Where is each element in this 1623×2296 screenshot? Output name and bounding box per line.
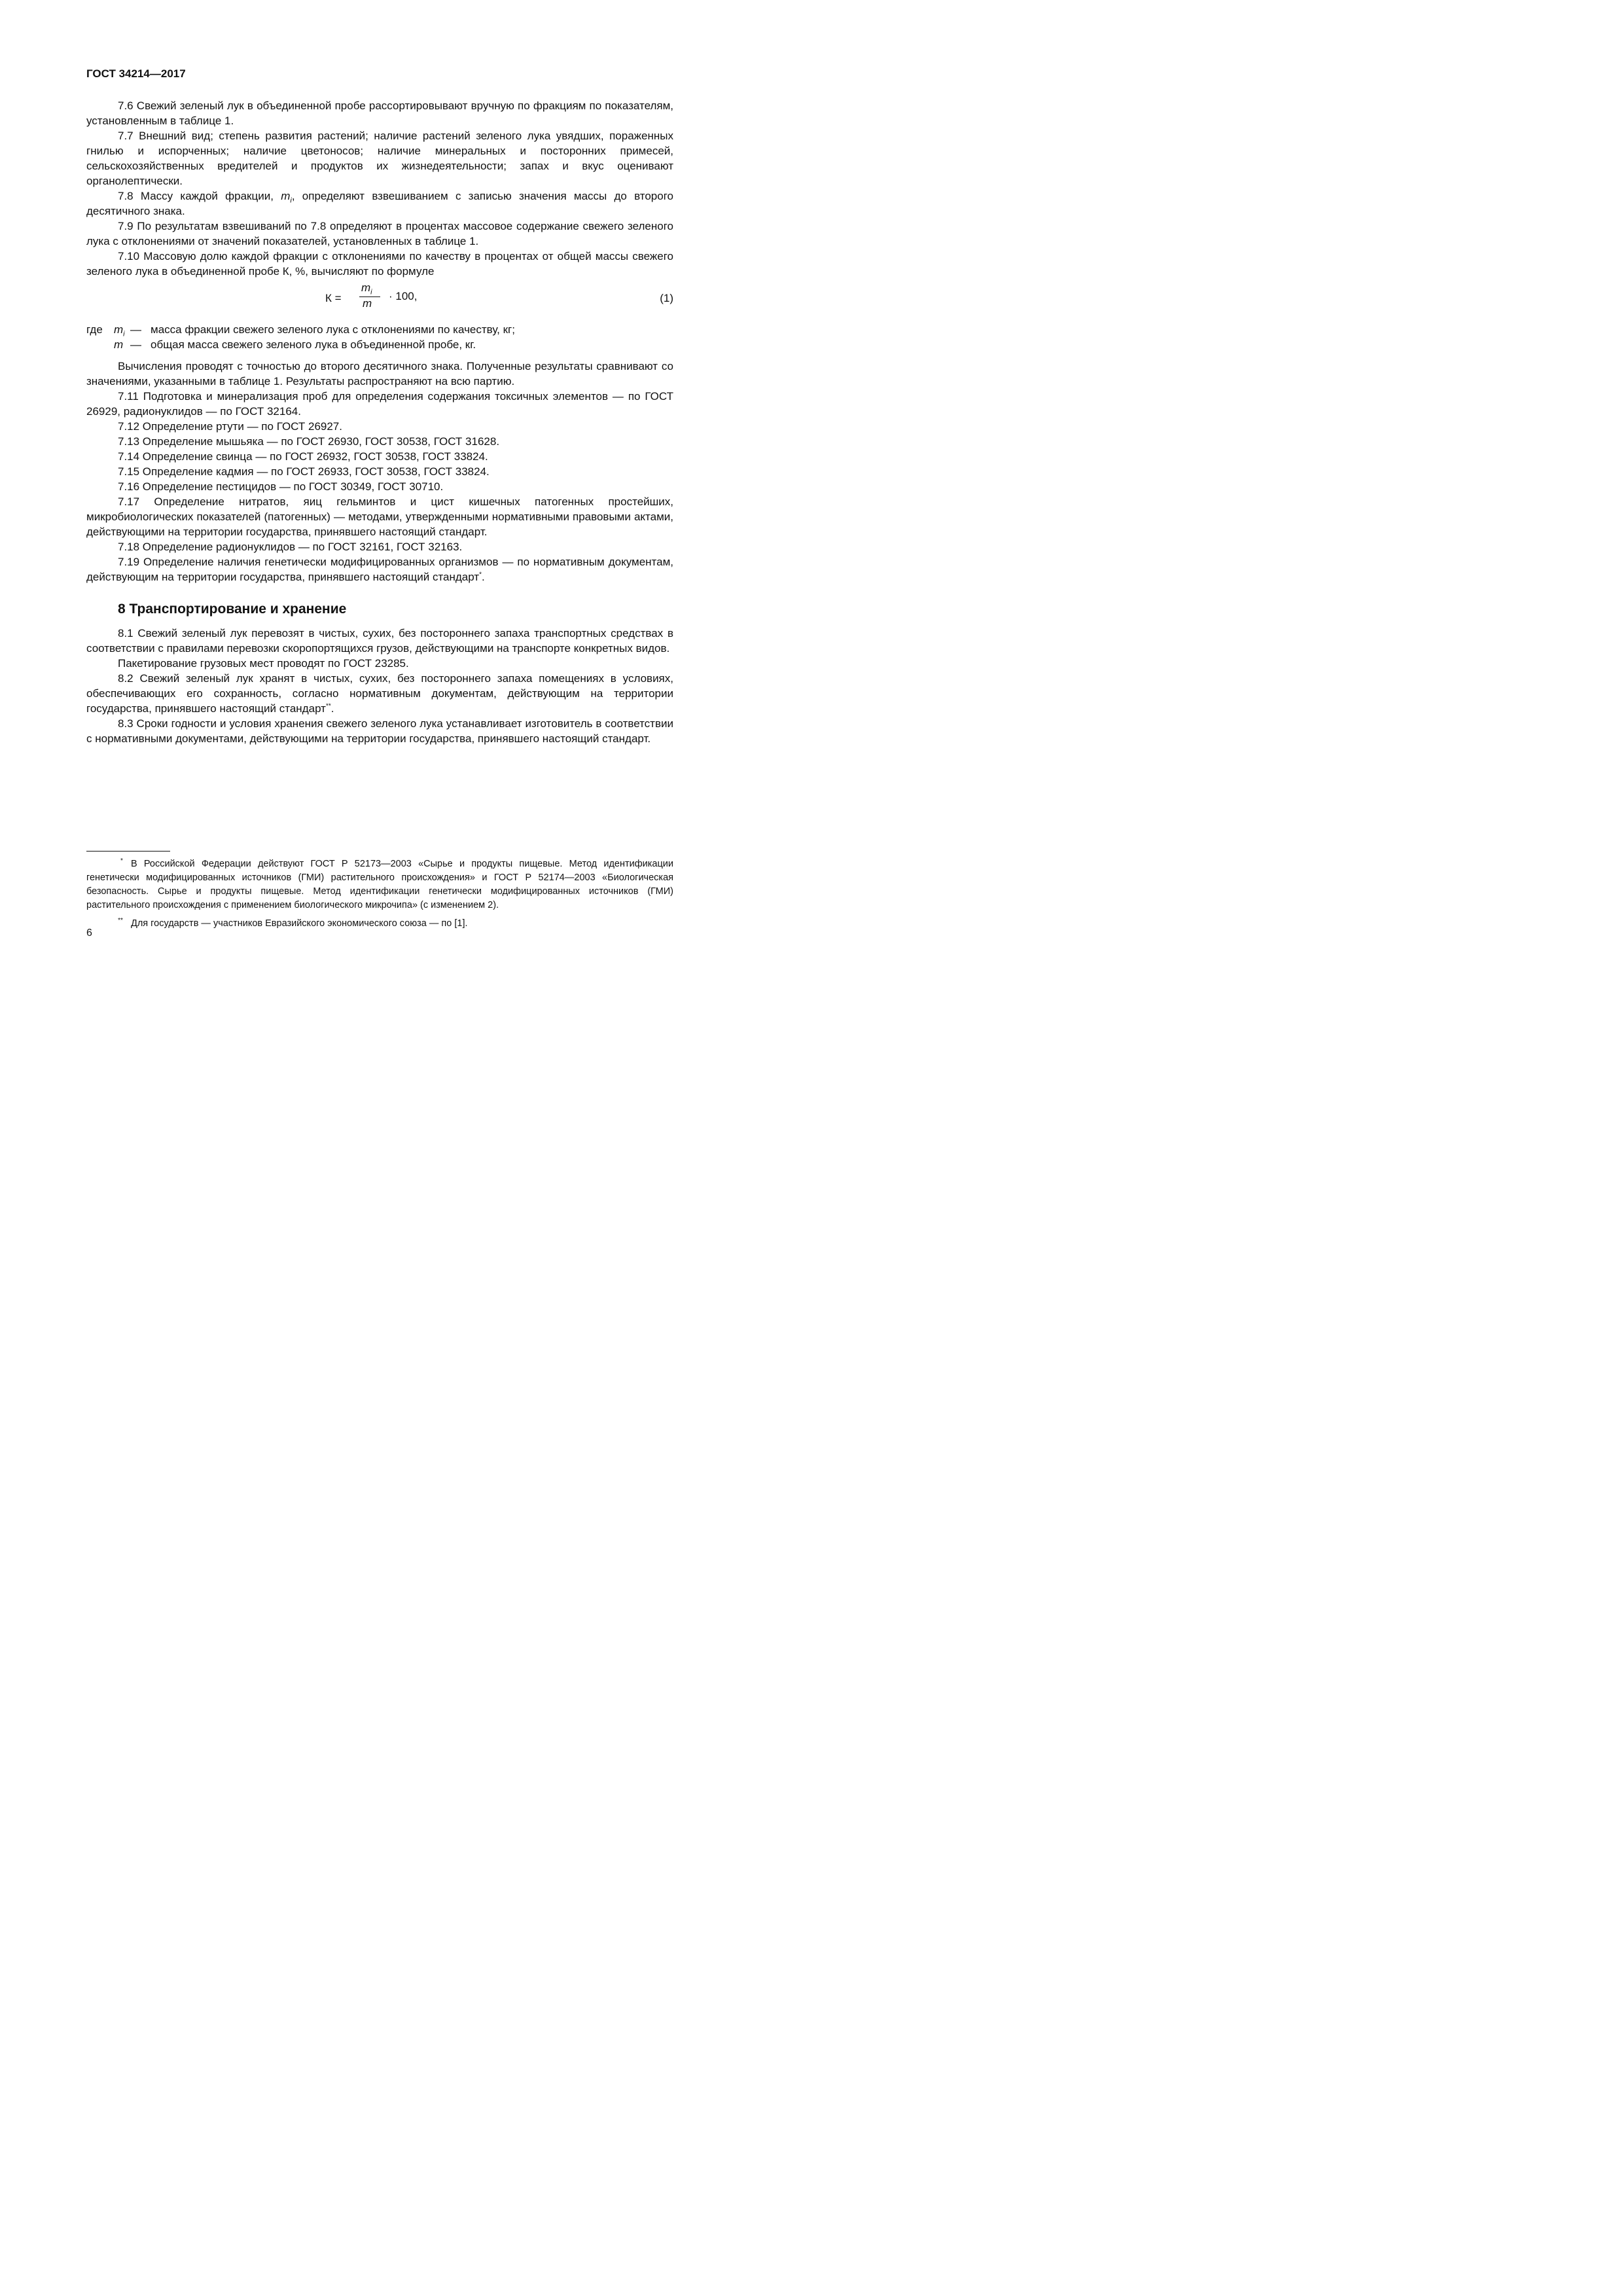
paragraph-7-9: 7.9 По результатам взвешиваний по 7.8 определяют в процентах массовое содержание свежего зеленого лука с отклонениями от значений показателей, установленных в таблице 1. (86, 220, 673, 247)
paragraph-8-1: 8.1 Свежий зеленый лук перевозят в чистых, сухих, без постороннего запаха транспортных средствах в соответствии с правилами перевозки скоропортящихся грузов, действующими на транспорте конкретных видов. (86, 627, 673, 655)
paragraph-7-14: 7.14 Определение свинца — по ГОСТ 26932, ГОСТ 30538, ГОСТ 33824. (118, 450, 488, 463)
legend-mi-description: масса фракции свежего зеленого лука с отклонениями по качеству, кг; (151, 323, 515, 336)
paragraph-7-10: 7.10 Массовую долю каждой фракции с отклонениями по качеству в процентах от общей массы свежего зеленого лука в объединенной пробе К, %, вычисляют по формуле (86, 250, 673, 278)
legend-symbol-mi: $m_i$ (114, 323, 125, 338)
body-text (86, 98, 673, 746)
formula-denominator: m (363, 297, 372, 310)
footnote-divider (86, 851, 170, 852)
paragraph-7-17: 7.17 Определение нитратов, яиц гельминтов и цист кишечных патогенных простейших, микробиологических показателей (патогенных) — методами, утвержденными нормативными правовыми актами, действующими на территории государства, принявшего настоящий стандарт. (86, 495, 673, 538)
legend-m-description: общая масса свежего зеленого лука в объединенной пробе, кг. (151, 338, 476, 351)
document-page (0, 0, 720, 1018)
paragraph-calculation: Вычисления проводят с точностью до второго десятичного знака. Полученные результаты сравнивают со значениями, указанными в таблице 1. Результаты распространяют на всю партию. (86, 360, 673, 387)
page-number: 6 (86, 927, 92, 939)
footnote-1: * В Российской Федерации действуют ГОСТ Р 52173—2003 «Сырье и продукты пищевые. Метод идентификации генетически модифицированных источников (ГМИ) растительного происхождения» и ГОСТ Р 52174—2003 «Биологическая безопасность. Сырье и продукты пищевые. Метод идентификации генетически модифицированных источников (ГМИ) растительного происхождения с применением биологического микрочипа» (с изменением 2). (86, 857, 673, 910)
document-code-header: ГОСТ 34214—2017 (86, 67, 186, 80)
paragraph-7-13: 7.13 Определение мышьяка — по ГОСТ 26930, ГОСТ 30538, ГОСТ 31628. (118, 435, 500, 448)
paragraph-packaging: Пакетирование грузовых мест проводят по ГОСТ 23285. (118, 657, 409, 670)
formula-1 (86, 281, 673, 314)
paragraph-7-16: 7.16 Определение пестицидов — по ГОСТ 30349, ГОСТ 30710. (118, 480, 444, 493)
formula-multiplier: · 100, (389, 290, 418, 302)
paragraph-7-18: 7.18 Определение радионуклидов — по ГОСТ 32161, ГОСТ 32163. (118, 541, 463, 553)
formula-number: (1) (660, 292, 673, 304)
footnote-mark-2: ** (325, 702, 331, 710)
formula-numerator: $m_i$ (361, 281, 372, 296)
section-8-title: 8 Транспортирование и хранение (118, 601, 347, 617)
paragraph-7-15: 7.15 Определение кадмия — по ГОСТ 26933, ГОСТ 30538, ГОСТ 33824. (118, 465, 490, 478)
symbol-m: m (281, 190, 291, 202)
paragraph-7-7: 7.7 Внешний вид; степень развития растений; наличие растений зеленого лука увядших, пораженных гнилью и испорченных; наличие цветоносов; наличие минеральных и посторонних примесей, сельскохозяйственных вредителей и продуктов их жизнедеятельности; запах и вкус оценивают органолептически. (86, 130, 673, 187)
formula-lhs: К = (325, 292, 342, 304)
footnotes (86, 854, 673, 931)
legend-symbol-m: m (114, 338, 124, 351)
paragraph-7-8 (86, 188, 673, 219)
paragraph-7-12: 7.12 Определение ртути — по ГОСТ 26927. (118, 420, 342, 433)
footnote-mark-1: * (479, 571, 482, 579)
paragraph-7-8-end: , определяют взвешиванием с записью значения массы до второго десятичного знака. (86, 190, 673, 217)
legend-dash: — (130, 323, 141, 336)
paragraph-7-6: 7.6 Свежий зеленый лук в объединенной пробе рассортировывают вручную по фракциям по показателям, установленным в таблице 1. (86, 99, 673, 127)
paragraph-7-8-start: 7.8 Массу каждой фракции, (118, 190, 274, 202)
symbol-i: i (290, 196, 292, 205)
legend-row-m (86, 337, 673, 352)
formula-legend (86, 322, 673, 352)
legend-dash: — (130, 338, 141, 351)
paragraph-8-3: 8.3 Сроки годности и условия хранения свежего зеленого лука устанавливает изготовитель в соответствии с нормативными документами, действующими на территории государства, принявшего настоящий стандарт. (86, 717, 673, 745)
legend-where: где (86, 323, 103, 336)
paragraph-7-11: 7.11 Подготовка и минерализация проб для определения содержания токсичных элементов — по ГОСТ 26929, радионуклидов — по ГОСТ 32164. (86, 390, 673, 418)
paragraph-7-19: 7.19 Определение наличия генетически модифицированных организмов — по нормативным документам, действующим на территории государства, принявшего настоящий стандарт*. (86, 556, 673, 583)
paragraph-8-2: 8.2 Свежий зеленый лук хранят в чистых, сухих, без постороннего запаха помещениях в условиях, обеспечивающих его сохранность, согласно нормативным документам, действующим на территории государства, принявшего настоящий стандарт**. (86, 672, 673, 715)
footnote-2: ** Для государств — участников Евразийского экономического союза — по [1]. (118, 916, 468, 929)
legend-row-mi (86, 322, 673, 337)
